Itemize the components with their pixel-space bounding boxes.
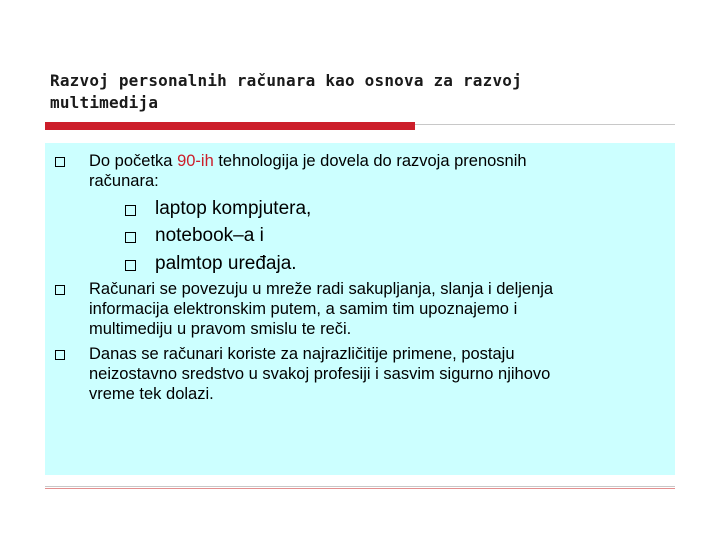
paragraph-3: [89, 344, 649, 404]
bullet-square-icon: [55, 285, 65, 295]
paragraph-3-line-1: Danas se računari koriste za najrazličitije primene, postaju: [89, 345, 515, 363]
sub-bullet-square-icon: [125, 205, 136, 216]
slide-title: [50, 70, 650, 114]
sub-bullet-square-icon: [125, 232, 136, 243]
bullet-square-icon: [55, 157, 65, 167]
paragraph-2-line-1: Računari se povezuju u mreže radi sakupljanja, slanja i deljenja: [89, 280, 554, 298]
slide-title-line-2: multimedija: [50, 93, 159, 112]
paragraph-2-line-2: informacija elektronskim putem, a samim tim upoznajemo i: [89, 300, 518, 318]
bullet-square-icon: [55, 350, 65, 360]
paragraph-1-text-before: Do početka: [89, 152, 178, 170]
sub-item-notebook: notebook–a i: [155, 225, 264, 246]
paragraph-1-text-after: tehnologija je dovela do razvoja prenosnih: [213, 152, 527, 170]
paragraph-2: [89, 279, 649, 339]
paragraph-1: [89, 151, 649, 191]
sub-item-laptop: laptop kompjutera,: [155, 198, 312, 219]
paragraph-2-line-3: multimediju u pravom smislu te reči.: [89, 320, 352, 338]
sub-bullet-square-icon: [125, 260, 136, 271]
footer-divider: [45, 486, 675, 487]
paragraph-1-line-1: [89, 151, 649, 171]
sub-item-palmtop: palmtop uređaja.: [155, 253, 297, 274]
paragraph-1-highlight: 90-ih: [177, 152, 214, 170]
title-accent-bar: [45, 122, 415, 130]
paragraph-1-line-2: računara:: [89, 172, 159, 190]
footer-accent-line: [45, 488, 675, 489]
paragraph-3-line-3: vreme tek dolazi.: [89, 385, 214, 403]
slide-title-line-1: Razvoj personalnih računara kao osnova za razvoj: [50, 71, 522, 90]
paragraph-3-line-2: neizostavno sredstvo u svakoj profesiji i sasvim sigurno njihovo: [89, 365, 551, 383]
